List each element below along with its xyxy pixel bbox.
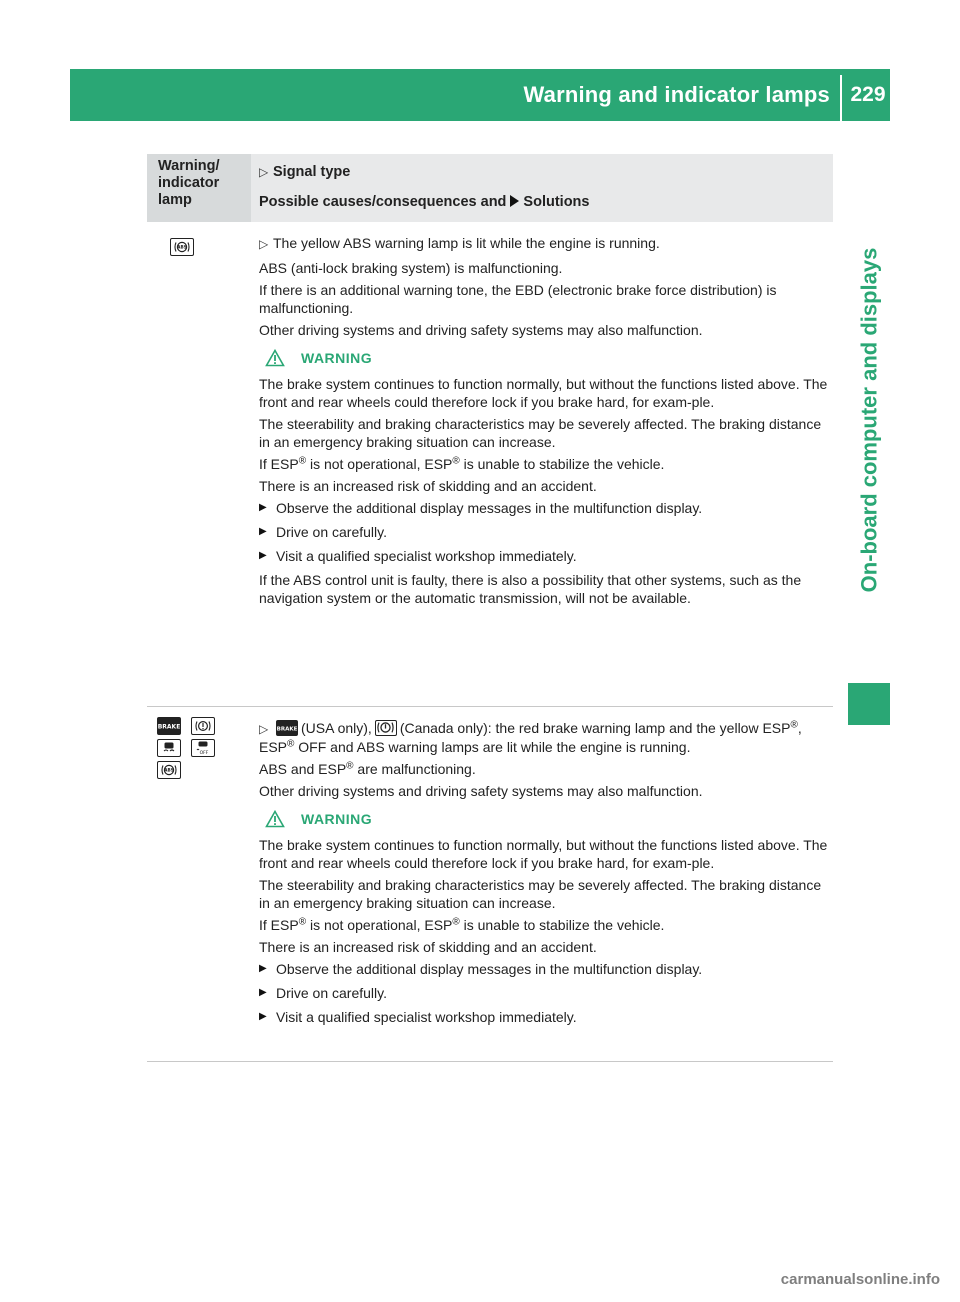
esp-icon: [157, 739, 181, 757]
esp-off-icon: [191, 739, 215, 757]
action-arrow-icon: ▶: [259, 987, 267, 998]
action-item: ▶ Visit a qualified specialist workshop immediately.: [259, 1009, 577, 1025]
cause-text: Other driving systems and driving safety systems may also malfunction.: [259, 322, 703, 338]
column-header-lamp: [147, 154, 251, 222]
action-arrow-icon: ▶: [259, 1011, 267, 1022]
action-arrow-icon: ▶: [259, 550, 267, 561]
header-divider: [840, 75, 842, 121]
closing-text: If the ABS control unit is faulty, there is also a possibility that other systems, such as the navigation system or the automatic transmission, will not be available.: [259, 572, 802, 606]
esp-text: If ESP® is not operational, ESP® is unable to stabilize the vehicle.: [259, 455, 665, 472]
cause-text: ABS and ESP® are malfunctioning.: [259, 760, 476, 777]
side-tab-marker: [848, 683, 890, 725]
action-item: ▶ Drive on carefully.: [259, 985, 388, 1001]
circle-brake-icon: [191, 717, 215, 735]
action-arrow-icon: ▶: [259, 963, 267, 974]
action-item: ▶ Observe the additional display messages in the multifunction display.: [259, 500, 703, 516]
column-header-lamp-line: Warning/: [158, 158, 220, 174]
warning-text: The steerability and braking characteristics may be severely affected. The braking distance in an emergency braking situation can increase.: [259, 416, 822, 450]
warning-heading: WARNING: [259, 349, 833, 367]
action-arrow-icon: ▶: [259, 502, 267, 513]
warning-text: The steerability and braking characteristics may be severely affected. The braking distance in an emergency braking situation can increase.: [259, 877, 822, 911]
signal-cell: [251, 707, 833, 1061]
column-header-signal: [251, 154, 833, 222]
warning-lamp-table: [147, 154, 833, 1062]
warning-text: The brake system continues to function normally, but without the functions listed above. The front and rear wheels could therefore lock if you brake hard, for exam-ple.: [259, 837, 828, 871]
cause-text: Other driving systems and driving safety systems may also malfunction.: [259, 783, 703, 799]
brake-icon: [157, 717, 181, 735]
warning-triangle-icon: [265, 810, 285, 828]
column-header-lamp-line: lamp: [158, 192, 192, 208]
signal-text: ▷ BRAKE (USA only), (Canada only): the red brake warning lamp and the yellow ESP®, ESP® OFF and ABS warning lamps are lit while the engine is running.: [259, 719, 802, 755]
signal-triangle-icon: ▷: [259, 237, 269, 251]
action-item: ▶ Drive on carefully.: [259, 524, 388, 540]
abs-icon: [157, 761, 181, 779]
circle-brake-icon: [375, 720, 397, 736]
risk-text: There is an increased risk of skidding and an accident.: [259, 478, 597, 494]
column-header-lamp-line: indicator: [158, 175, 220, 191]
signal-triangle-icon: ▷: [259, 722, 269, 736]
svg-text:OFF: OFF: [199, 751, 209, 756]
table-header: [147, 154, 833, 222]
action-item: ▶ Observe the additional display messages in the multifunction display.: [259, 961, 703, 977]
table-row: [147, 222, 833, 707]
warning-text: The brake system continues to function normally, but without the functions listed above. The front and rear wheels could therefore lock if you brake hard, for exam-ple.: [259, 376, 828, 410]
page-number: 229: [850, 83, 886, 106]
abs-icon: [170, 238, 194, 256]
risk-text: There is an increased risk of skidding and an accident.: [259, 939, 597, 955]
svg-text:BRAKE: BRAKE: [276, 726, 298, 733]
svg-text:ABS: ABS: [164, 767, 174, 773]
signal-cell: ▷ The yellow ABS warning lamp is lit while the engine is running. ABS (anti-lock braking system) is malfunctioning. If there is an additional warning tone, the EBD (electronic brake force distribution) is malfunctioning. Other driving systems and driving safety systems may also malfunction. WARNING The brake system continues to function normally, but without the functions listed above. The front and rear wheels could therefore lock if you brake hard, for exam-ple. The steerability and braking characteristics may be severely affected. The braking distance in an emergency braking situation can increase. If ESP® is not operational, ESP® is unable to stabilize the vehicle. There is an increased risk of skidding and an accident. ▶ Observe the additional display messages in the multifunction display. ▶ Drive on carefully. ▶ Visit a qualified specialist workshop immediately. If the ABS control unit is faulty, there is also a possibility that other systems, such as the navigation system or the automatic transmission, will not be available.: [251, 222, 833, 706]
column-header-signal-line1: ▷ Signal type: [259, 164, 351, 180]
action-item: ▶ Visit a qualified specialist workshop immediately.: [259, 548, 577, 564]
cause-text: If there is an additional warning tone, the EBD (electronic brake force distribution) is malfunctioning.: [259, 282, 777, 316]
esp-text: If ESP® is not operational, ESP® is unable to stabilize the vehicle.: [259, 916, 665, 933]
table-row: [147, 707, 833, 1062]
lamp-cell: [147, 707, 251, 1061]
svg-text:ABS: ABS: [177, 244, 187, 250]
action-arrow-icon: ▶: [259, 526, 267, 537]
column-header-signal-line2: Possible causes/consequences and Solutions: [259, 194, 590, 210]
brake-icon: [276, 720, 298, 736]
watermark: carmanualsonline.info: [780, 1270, 940, 1288]
page-title: Warning and indicator lamps: [523, 82, 830, 107]
warning-heading: WARNING: [259, 810, 833, 828]
signal-triangle-icon: ▷: [259, 165, 269, 179]
side-tab: [848, 180, 890, 660]
solutions-arrow-icon: [510, 195, 519, 207]
side-tab-label: On-board computer and displays: [856, 247, 881, 593]
warning-triangle-icon: [265, 349, 285, 367]
cause-text: ABS (anti-lock braking system) is malfunctioning.: [259, 260, 563, 276]
header-bar: [70, 69, 890, 121]
lamp-cell: [147, 222, 251, 706]
svg-text:BRAKE: BRAKE: [157, 723, 181, 731]
